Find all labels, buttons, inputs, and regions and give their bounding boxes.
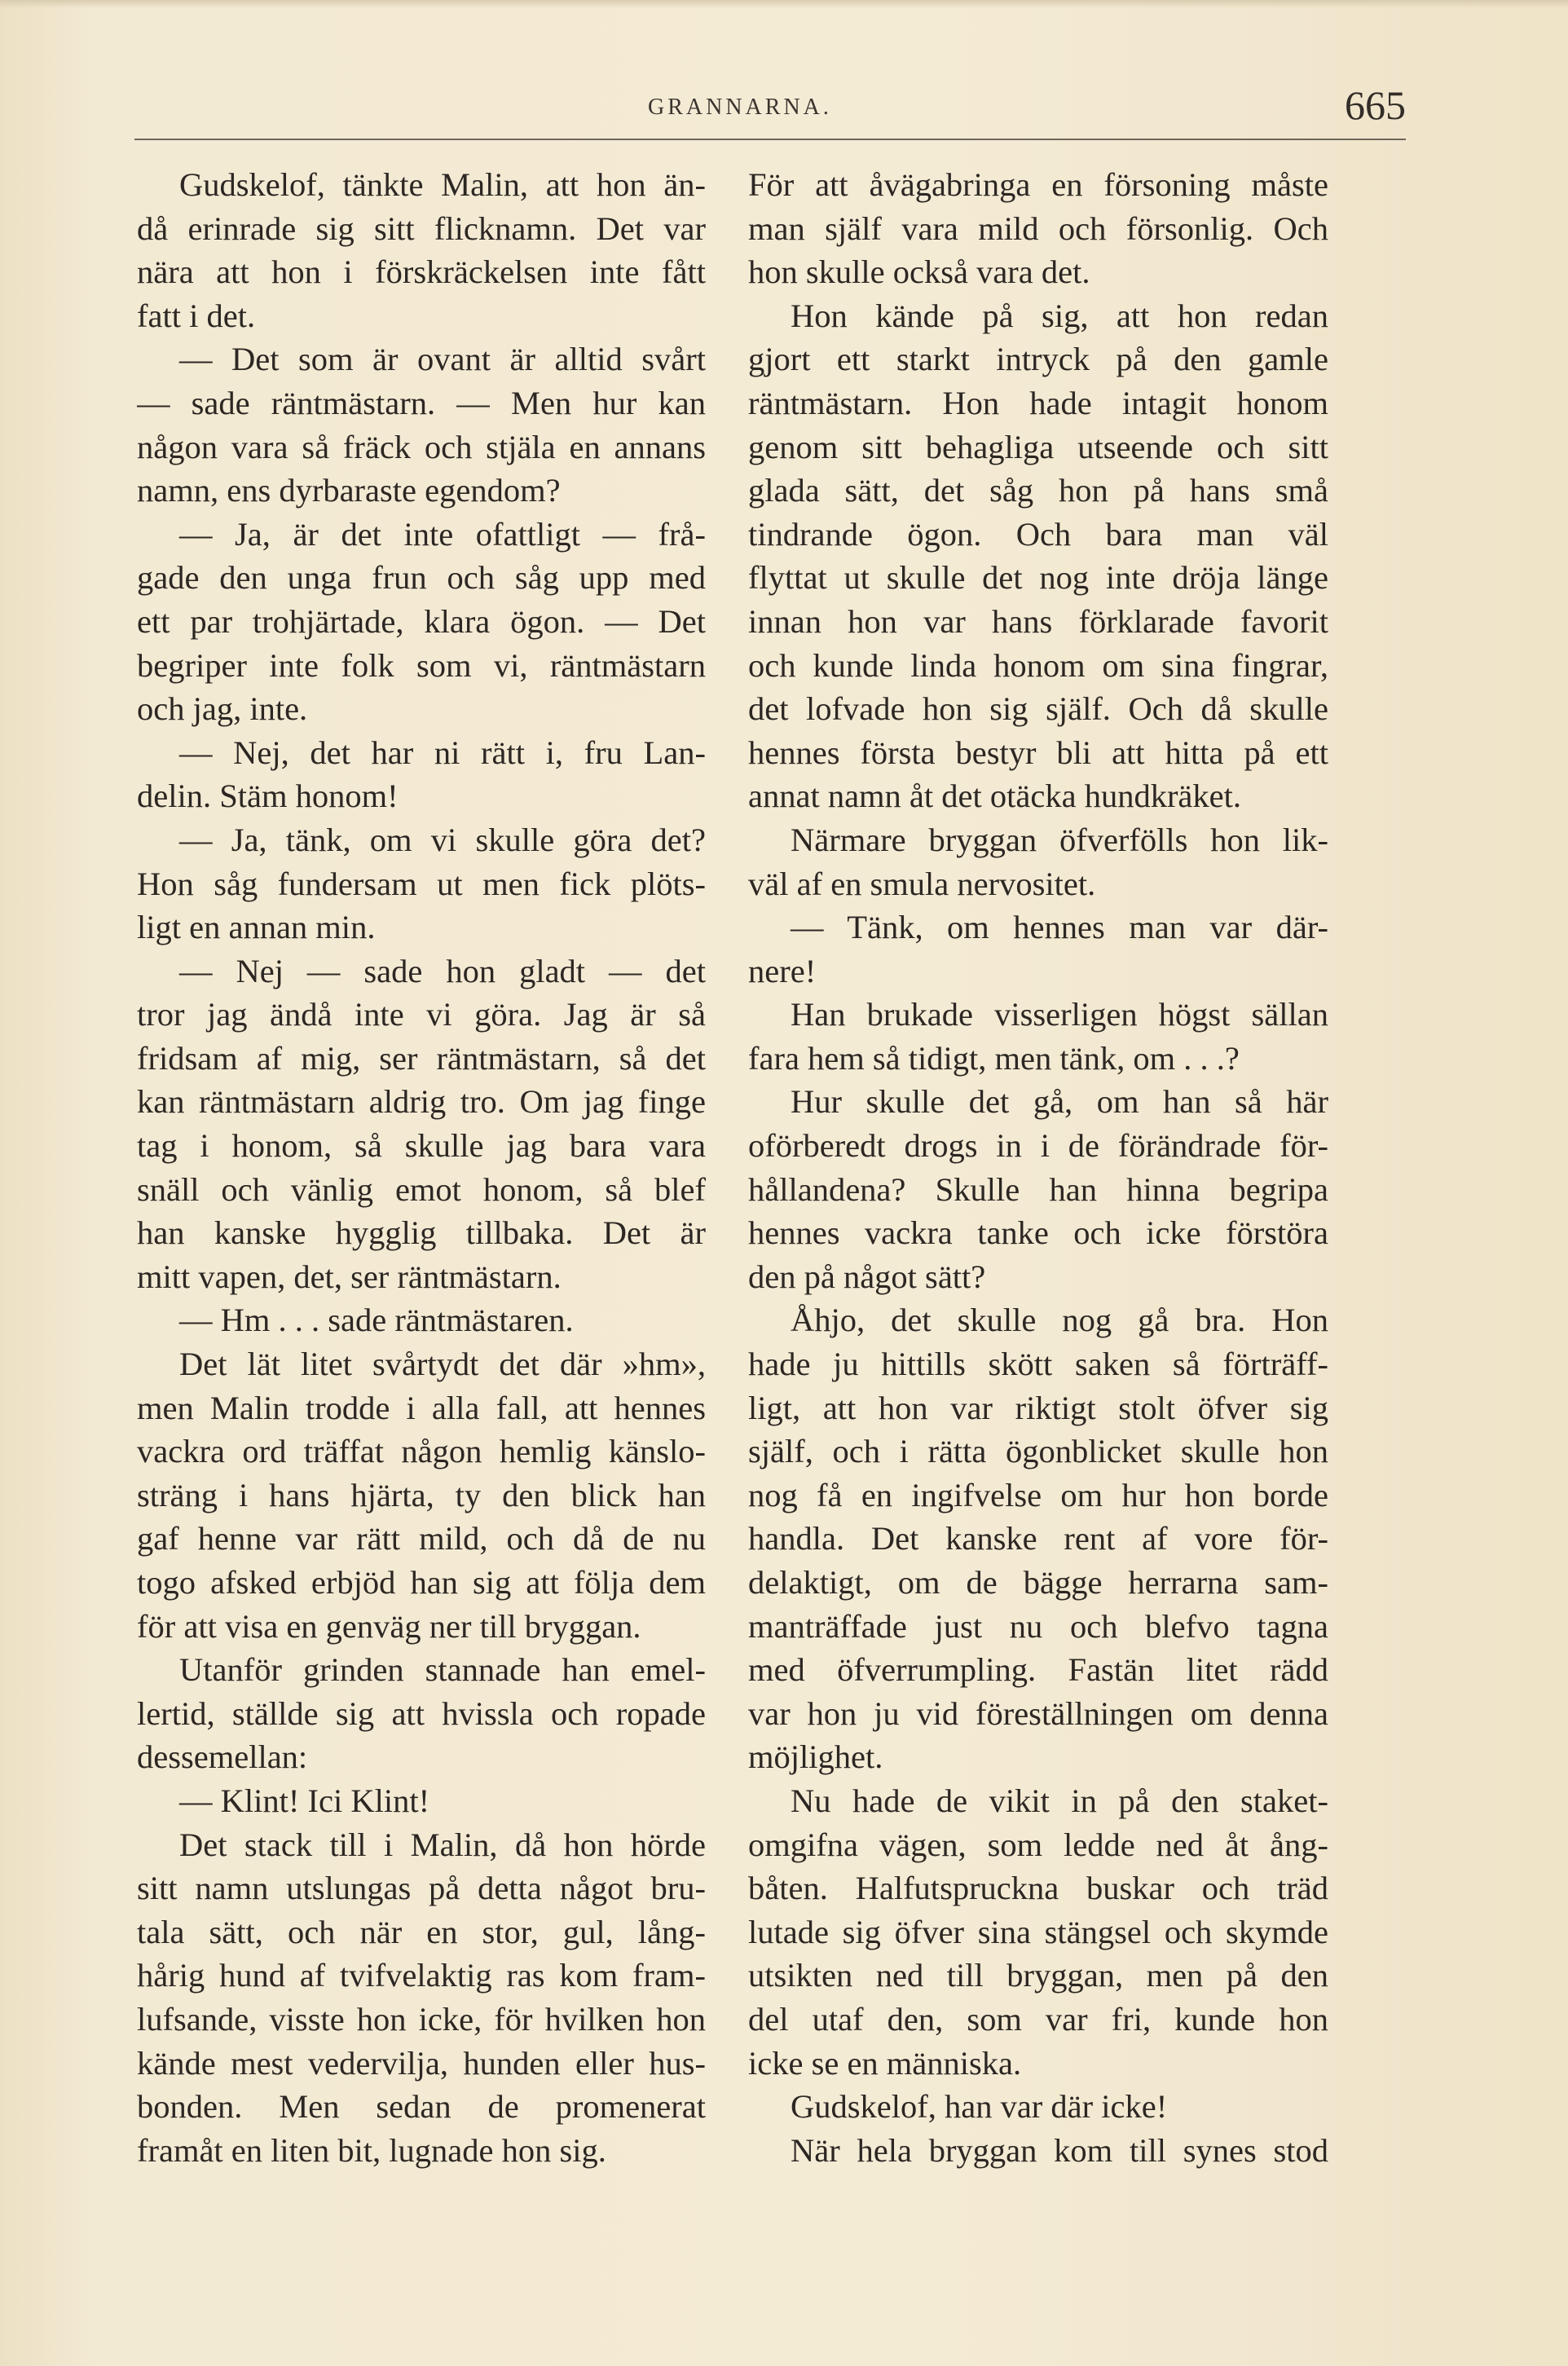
text-line: — Ja, är det inte ofattligt — frå- bbox=[179, 515, 706, 553]
text-line: båten. Halfutspruckna buskar och träd bbox=[748, 1870, 1328, 1907]
text-line: hårig hund af tvifvelaktig ras kom fram- bbox=[137, 1957, 706, 1994]
text-line: fridsam af mig, ser räntmästarn, så det bbox=[137, 1039, 706, 1077]
text-line: ligt, att hon var riktigt stolt öfver sig bbox=[748, 1389, 1328, 1426]
text-line: Hur skulle det gå, om han så här bbox=[791, 1083, 1328, 1121]
text-line: hon skulle också vara det. bbox=[748, 253, 1090, 291]
text-line: möjlighet. bbox=[748, 1738, 883, 1776]
text-line: Det stack till i Malin, då hon hörde bbox=[179, 1826, 706, 1863]
text-line: — Nej, det har ni rätt i, fru Lan- bbox=[179, 734, 706, 771]
text-line: Hon kände på sig, att hon redan bbox=[791, 297, 1328, 334]
left-text-column bbox=[137, 163, 706, 2172]
text-line: han kanske hygglig tillbaka. Det är bbox=[137, 1214, 706, 1252]
text-line: hade ju hittills skött saken så förträff- bbox=[748, 1346, 1328, 1383]
text-line: med öfverrumpling. Fastän litet rädd bbox=[748, 1651, 1328, 1689]
text-line: den på något sätt? bbox=[748, 1258, 986, 1295]
text-line: delaktigt, om de bägge herrarna sam- bbox=[748, 1564, 1328, 1601]
text-line: vackra ord träffat någon hemlig känslo- bbox=[137, 1433, 706, 1470]
text-line: omgifna vägen, som ledde ned åt ång- bbox=[748, 1826, 1328, 1863]
text-line: då erinrade sig sitt flicknamn. Det var bbox=[137, 209, 706, 247]
text-line: Utanför grinden stannade han emel- bbox=[179, 1651, 706, 1689]
text-line: togo afsked erbjöd han sig att följa dem bbox=[137, 1564, 706, 1601]
text-line: oförberedt drogs in i de förändrade för- bbox=[748, 1127, 1328, 1165]
right-text-column bbox=[748, 163, 1328, 2172]
text-line: gjort ett starkt intryck på den gamle bbox=[748, 341, 1328, 378]
text-line: någon vara så fräck och stjäla en annans bbox=[137, 428, 706, 465]
text-line: del utaf den, som var fri, kunde hon bbox=[748, 2000, 1328, 2038]
text-line: Närmare bryggan öfverfölls hon lik- bbox=[791, 821, 1328, 858]
text-line: hennes vackra tanke och icke förstöra bbox=[748, 1214, 1328, 1252]
text-line: tror jag ändå inte vi göra. Jag är så bbox=[137, 996, 706, 1033]
text-line: delin. Stäm honom! bbox=[137, 778, 399, 815]
running-title: GRANNARNA. bbox=[648, 95, 832, 120]
text-line: — Hm . . . sade räntmästaren. bbox=[179, 1302, 574, 1339]
text-line: man själf vara mild och försonlig. Och bbox=[748, 209, 1328, 247]
text-line: tindrande ögon. Och bara man väl bbox=[748, 515, 1328, 553]
text-line: ett par trohjärtade, klara ögon. — Det bbox=[137, 602, 706, 640]
text-line: gade den unga frun och såg upp med bbox=[137, 559, 706, 597]
text-line: Åhjo, det skulle nog gå bra. Hon bbox=[791, 1302, 1328, 1339]
text-line: Gudskelof, han var där icke! bbox=[791, 2088, 1168, 2126]
text-line: lutade sig öfver sina stängsel och skymde bbox=[748, 1913, 1328, 1950]
text-line: hållandena? Skulle han hinna begripa bbox=[748, 1170, 1328, 1208]
text-line: — Ja, tänk, om vi skulle göra det? bbox=[179, 821, 706, 858]
text-line: var hon ju vid föreställningen om denna bbox=[748, 1694, 1328, 1732]
text-line: begriper inte folk som vi, räntmästarn bbox=[137, 646, 706, 684]
text-line: — sade räntmästarn. — Men hur kan bbox=[137, 384, 706, 421]
text-line: själf, och i rätta ögonblicket skulle hon bbox=[748, 1433, 1328, 1470]
text-line: hennes första bestyr bli att hitta på ett bbox=[748, 734, 1328, 771]
text-line: och jag, inte. bbox=[137, 690, 308, 728]
text-line: — Klint! Ici Klint! bbox=[179, 1782, 430, 1819]
text-line: fara hem så tidigt, men tänk, om . . .? bbox=[748, 1039, 1240, 1077]
text-line: När hela bryggan kom till synes stod bbox=[791, 2131, 1328, 2169]
text-line: lufsande, visste hon icke, för hvilken hon bbox=[137, 2000, 706, 2038]
text-line: för att visa en genväg ner till bryggan. bbox=[137, 1607, 641, 1645]
text-line: namn, ens dyrbaraste egendom? bbox=[137, 472, 561, 509]
text-line: handla. Det kanske rent af vore för- bbox=[748, 1520, 1328, 1558]
text-line: sitt namn utslungas på detta något bru- bbox=[137, 1870, 706, 1907]
page-header bbox=[134, 82, 1406, 148]
text-line: det lofvade hon sig själf. Och då skulle bbox=[748, 690, 1328, 728]
text-line: genom sitt behagliga utseende och sitt bbox=[748, 428, 1328, 465]
text-line: — Tänk, om hennes man var där- bbox=[791, 909, 1328, 946]
text-line: nära att hon i förskräckelsen inte fått bbox=[137, 253, 706, 291]
text-line: framåt en liten bit, lugnade hon sig. bbox=[137, 2131, 606, 2169]
text-line: snäll och vänlig emot honom, så blef bbox=[137, 1170, 706, 1208]
text-line: men Malin trodde i alla fall, att hennes bbox=[137, 1389, 706, 1426]
text-line: mitt vapen, det, ser räntmästarn. bbox=[137, 1258, 562, 1295]
text-line: sträng i hans hjärta, ty den blick han bbox=[137, 1476, 706, 1513]
text-line: För att åvägabringa en försoning måste bbox=[748, 166, 1328, 203]
text-line: och kunde linda honom om sina fingrar, bbox=[748, 646, 1328, 684]
text-line: — Det som är ovant är alltid svårt bbox=[179, 341, 706, 378]
text-line: Gudskelof, tänkte Malin, att hon än- bbox=[179, 166, 706, 203]
text-line: — Nej — sade hon gladt — det bbox=[179, 952, 706, 989]
text-line: innan hon var hans förklarade favorit bbox=[748, 602, 1328, 640]
text-line: Det lät litet svårtydt det där »hm», bbox=[179, 1346, 706, 1383]
text-line: kan räntmästarn aldrig tro. Om jag finge bbox=[137, 1083, 706, 1121]
text-line: icke se en människa. bbox=[748, 2044, 1022, 2082]
text-line: annat namn åt det otäcka hundkräket. bbox=[748, 778, 1242, 815]
text-line: Nu hade de vikit in på den staket- bbox=[791, 1782, 1328, 1819]
text-line: lertid, ställde sig att hvissla och ropade bbox=[137, 1694, 706, 1732]
text-line: manträffade just nu och blefvo tagna bbox=[748, 1607, 1328, 1645]
text-line: gaf henne var rätt mild, och då de nu bbox=[137, 1520, 706, 1558]
header-rule bbox=[134, 139, 1406, 140]
text-line: Hon såg fundersam ut men fick plöts- bbox=[137, 865, 706, 902]
text-line: tag i honom, så skulle jag bara vara bbox=[137, 1127, 706, 1165]
text-line: fatt i det. bbox=[137, 297, 256, 334]
text-line: ligt en annan min. bbox=[137, 909, 376, 946]
text-line: glada sätt, det såg hon på hans små bbox=[748, 472, 1328, 509]
text-line: flyttat ut skulle det nog inte dröja länge bbox=[748, 559, 1328, 597]
text-line: Han brukade visserligen högst sällan bbox=[791, 996, 1328, 1033]
text-line: bonden. Men sedan de promenerat bbox=[137, 2088, 706, 2126]
text-line: tala sätt, och när en stor, gul, lång- bbox=[137, 1913, 706, 1950]
text-line: kände mest vedervilja, hunden eller hus- bbox=[137, 2044, 706, 2082]
text-line: nere! bbox=[748, 952, 817, 989]
text-line: väl af en smula nervositet. bbox=[748, 865, 1096, 902]
text-line: dessemellan: bbox=[137, 1738, 308, 1776]
text-line: utsikten ned till bryggan, men på den bbox=[748, 1957, 1328, 1994]
page-top-edge bbox=[0, 0, 1568, 8]
text-line: räntmästarn. Hon hade intagit honom bbox=[748, 384, 1328, 421]
page-number: 665 bbox=[1345, 82, 1406, 128]
text-line: nog få en ingifvelse om hur hon borde bbox=[748, 1476, 1328, 1513]
